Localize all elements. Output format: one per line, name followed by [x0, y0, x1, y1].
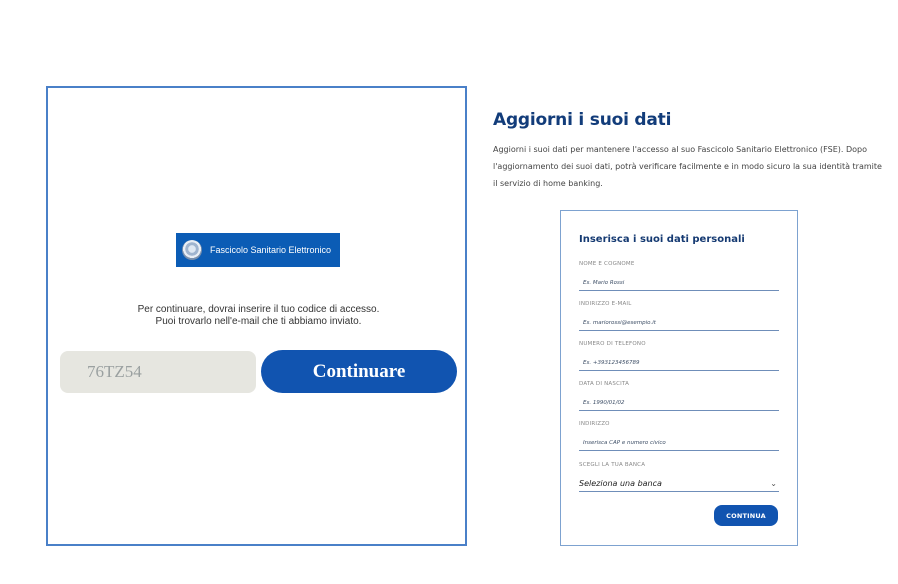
birthdate-field-label: DATA DI NASCITA	[579, 381, 630, 387]
instruction-line-1: Per continuare, dovrai inserire il tuo codice di accesso.	[137, 304, 380, 315]
fse-logo-banner	[176, 233, 340, 267]
bank-select[interactable]	[579, 476, 779, 492]
phone-input[interactable]: Es. +393123456789	[579, 357, 779, 371]
continue-button[interactable]: Continuare	[261, 350, 457, 393]
name-input[interactable]: Es. Mario Rossi	[579, 277, 779, 291]
bank-select-value: Seleziona una banca	[579, 479, 662, 488]
bank-field-label: SCEGLI LA TUA BANCA	[579, 462, 646, 468]
birthdate-input[interactable]: Es. 1990/01/02	[579, 397, 779, 411]
access-code-card	[46, 86, 467, 546]
submit-button[interactable]: CONTINUA	[714, 505, 778, 526]
instruction-text	[48, 304, 469, 328]
page-title: Aggiorni i suoi dati	[493, 110, 672, 130]
email-input[interactable]: Es. mariorossi@esempio.it	[579, 317, 779, 331]
birthdate-field	[579, 381, 779, 411]
address-field	[579, 421, 779, 451]
page-description: Aggiorni i suoi dati per mantenere l'accesso al suo Fascicolo Sanitario Elettronico (FSE). Dopo l'aggiornamento dei suoi dati, potrà verificare facilmente e in modo sicuro la sua identità tramite il servizio di home banking.	[493, 145, 882, 188]
instruction-line-2: Puoi trovarlo nell'e-mail che ti abbiamo inviato.	[155, 316, 362, 327]
address-input[interactable]: Inserisca CAP e numero civico	[579, 437, 779, 451]
email-field	[579, 301, 779, 331]
chevron-down-icon: ⌄	[770, 479, 777, 488]
phone-field-label: NUMERO DI TELEFONO	[579, 341, 646, 347]
phone-field	[579, 341, 779, 371]
logo-text: Fascicolo Sanitario Elettronico	[210, 245, 332, 255]
bank-field	[579, 462, 779, 492]
email-field-label: INDIRIZZO E-MAIL	[579, 301, 632, 307]
form-title: Inserisca i suoi dati personali	[579, 234, 745, 245]
name-field	[579, 261, 779, 291]
address-field-label: INDIRIZZO	[579, 421, 610, 427]
name-field-label: NOME E COGNOME	[579, 261, 635, 267]
italian-republic-emblem-icon	[182, 240, 202, 260]
personal-data-form	[560, 210, 798, 546]
access-code-input[interactable]: 76TZ54	[60, 351, 256, 393]
